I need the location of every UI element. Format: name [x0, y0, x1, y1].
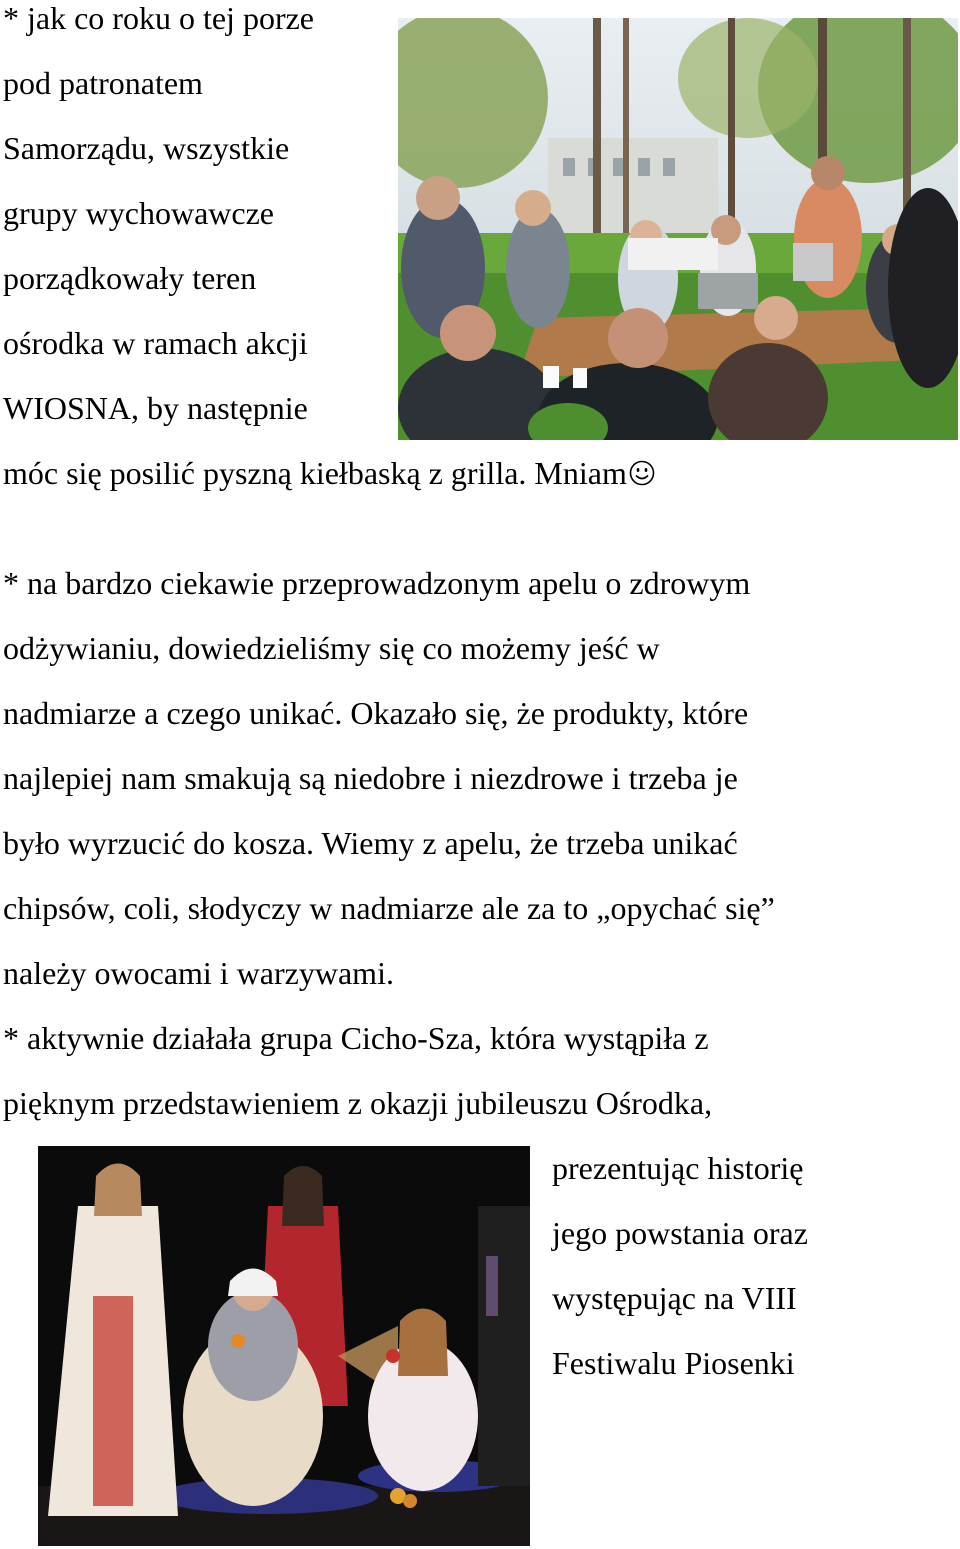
text-line-1-1: * jak co roku o tej porze [3, 0, 314, 36]
text-line-1-8-text: móc się posilić pyszną kiełbaską z grilla. Mniam [3, 455, 627, 491]
text-line-3-2: pięknym przedstawieniem z okazji jubileuszu Ośrodka, [3, 1085, 713, 1121]
text-line-2-6: chipsów, coli, słodyczy w nadmiarze ale za to „opychać się” [3, 890, 775, 926]
text-line-1-3: Samorządu, wszystkie [3, 130, 290, 166]
text-line-3-6: Festiwalu Piosenki [552, 1345, 795, 1381]
text-line-1-8 [3, 455, 655, 491]
text-line-3-4: jego powstania oraz [552, 1215, 808, 1251]
text-line-1-7: WIOSNA, by następnie [3, 390, 308, 426]
text-line-2-7: należy owocami i warzywami. [3, 955, 394, 991]
smiley-face-icon [629, 457, 655, 483]
text-line-1-6: ośrodka w ramach akcji [3, 325, 308, 361]
picnic-photo [398, 18, 958, 440]
text-line-2-1: * na bardzo ciekawie przeprowadzonym apelu o zdrowym [3, 565, 751, 601]
text-line-3-5: występując na VIII [552, 1280, 797, 1316]
text-line-1-2: pod patronatem [3, 65, 203, 101]
text-line-2-5: było wyrzucić do kosza. Wiemy z apelu, że trzeba unikać [3, 825, 738, 861]
text-line-2-2: odżywianiu, dowiedzieliśmy się co możemy jeść w [3, 630, 660, 666]
text-line-2-3: nadmiarze a czego unikać. Okazało się, że produkty, które [3, 695, 749, 731]
text-line-1-5: porządkowały teren [3, 260, 257, 296]
text-line-3-3: prezentując historię [552, 1150, 804, 1186]
text-line-3-1: * aktywnie działała grupa Cicho-Sza, która wystąpiła z [3, 1020, 709, 1056]
text-line-2-4: najlepiej nam smakują są niedobre i niezdrowe i trzeba je [3, 760, 738, 796]
text-line-1-4: grupy wychowawcze [3, 195, 274, 231]
stage-performance-photo [38, 1146, 530, 1546]
